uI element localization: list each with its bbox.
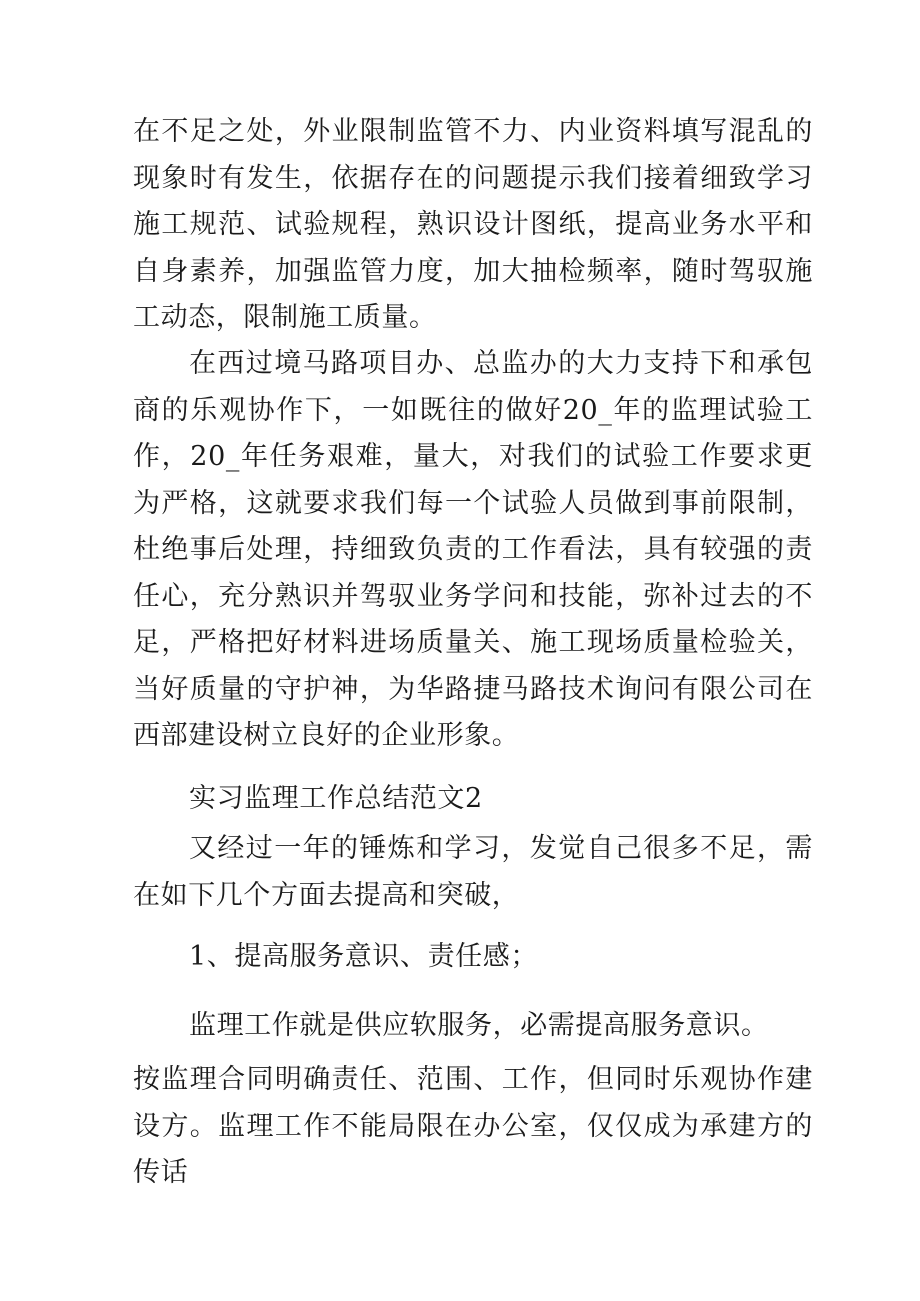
paragraph-project-support: 在西过境马路项目办、总监办的大力支持下和承包商的乐观协作下，一如既往的做好20_年的监理试验工作，20_年任务艰难，量大，对我们的试验工作要求更为严格，这就要求我们每一个试验人员做到事前限制，杜绝事后处理，持细致负责的工作看法，具有较强的责任心，充分熟识并驾驭业务学问和技能，弥补过去的不足，严格把好材料进场质量关、施工现场质量检验关，当好质量的守护神，为华路捷马路技术询问有限公司在西部建设树立良好的企业形象。 — [133, 348, 813, 751]
section-heading: 实习监理工作总结范文2 — [189, 783, 483, 814]
list-item-service-awareness: 1、提高服务意识、责任感； — [189, 941, 538, 972]
paragraph-service: 监理工作就是供应软服务，必需提高服务意识。 — [189, 1010, 769, 1041]
paragraph-contract: 按监理合同明确责任、范围、工作，但同时乐观协作建设方。监理工作不能局限在办公室，仅仅成为承建方的传话 — [133, 1064, 813, 1188]
paragraph-intro: 又经过一年的锤炼和学习，发觉自己很多不足，需在如下几个方面去提高和突破， — [133, 833, 813, 911]
paragraph-continuation: 在不足之处，外业限制监管不力、内业资料填写混乱的现象时有发生，依据存在的问题提示我们接着细致学习施工规范、试验规程，熟识设计图纸，提高业务水平和自身素养，加强监管力度，加大抽检频率，随时驾驭施工动态，限制施工质量。 — [133, 116, 813, 333]
